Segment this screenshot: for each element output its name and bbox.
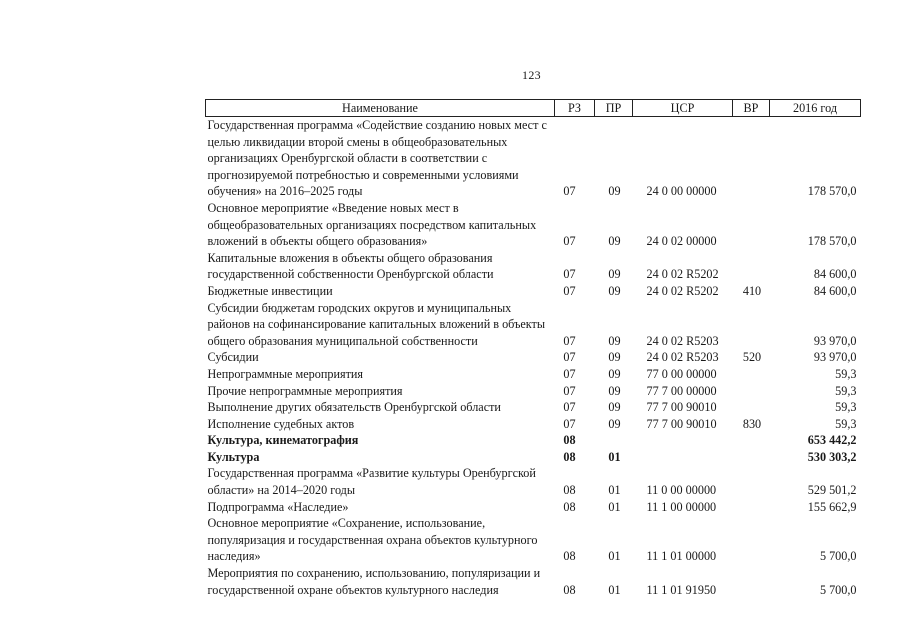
row-rz-code: 07 bbox=[563, 234, 576, 249]
row-vr-code bbox=[733, 366, 770, 383]
row-vr-code: 520 bbox=[742, 350, 762, 365]
table-row bbox=[206, 300, 861, 350]
row-csr-code: 11 1 00 00000 bbox=[646, 499, 717, 514]
row-name: Исполнение судебных актов bbox=[207, 416, 355, 431]
row-rz-code: 08 bbox=[563, 483, 576, 498]
table-row bbox=[206, 366, 861, 383]
row-csr-code: 11 0 00 00000 bbox=[646, 483, 717, 498]
row-name: Подпрограмма «Наследие» bbox=[207, 499, 349, 514]
table-row bbox=[206, 117, 861, 200]
row-rz-code: 07 bbox=[563, 366, 576, 381]
row-amount: 59,3 bbox=[835, 416, 857, 431]
row-pr-code: 09 bbox=[608, 267, 621, 282]
row-pr-code: 09 bbox=[608, 366, 621, 381]
header-vr: ВР bbox=[733, 100, 770, 117]
row-name: Культура, кинематография bbox=[207, 433, 359, 448]
row-vr-code bbox=[733, 465, 770, 498]
row-name: Прочие непрограммные мероприятия bbox=[207, 383, 403, 398]
row-name: Мероприятия по сохранению, использованию, популяризации и государственной охране объектов культурного наследия bbox=[207, 566, 541, 597]
row-csr-code bbox=[633, 432, 733, 449]
table-row bbox=[206, 499, 861, 516]
row-vr-code bbox=[733, 250, 770, 283]
budget-table bbox=[205, 99, 861, 598]
row-csr-code: 24 0 02 00000 bbox=[646, 234, 717, 249]
table-header bbox=[206, 100, 861, 117]
row-pr-code: 09 bbox=[608, 333, 621, 348]
table-row bbox=[206, 515, 861, 565]
row-rz-code: 07 bbox=[563, 400, 576, 415]
row-vr-code bbox=[733, 383, 770, 400]
row-amount: 653 442,2 bbox=[807, 433, 857, 448]
row-rz-code: 08 bbox=[563, 433, 576, 448]
row-name: Субсидии бюджетам городских округов и муниципальных районов на софинансирование капитальных вложений в объекты общего образования муниципальной собственности bbox=[207, 300, 546, 348]
row-pr-code: 01 bbox=[608, 549, 621, 564]
header-pr: ПР bbox=[595, 100, 633, 117]
row-name: Субсидии bbox=[207, 350, 259, 365]
header-name: Наименование bbox=[206, 100, 555, 117]
row-amount: 529 501,2 bbox=[807, 483, 857, 498]
row-pr-code bbox=[595, 432, 633, 449]
row-name: Основное мероприятие «Введение новых мест в общеобразовательных организациях посредством капитальных вложений в объекты общего образования» bbox=[207, 200, 537, 249]
header-csr: ЦСР bbox=[633, 100, 733, 117]
row-csr-code bbox=[633, 449, 733, 466]
row-csr-code: 24 0 02 R5202 bbox=[646, 267, 719, 282]
page-number: 123 bbox=[522, 68, 541, 82]
row-rz-code: 08 bbox=[563, 549, 576, 564]
row-csr-code: 24 0 00 00000 bbox=[646, 184, 717, 199]
table-row bbox=[206, 200, 861, 250]
row-rz-code: 08 bbox=[563, 499, 576, 514]
row-csr-code: 24 0 02 R5203 bbox=[646, 350, 719, 365]
table-row bbox=[206, 465, 861, 498]
row-pr-code: 09 bbox=[608, 283, 621, 298]
header-amount: 2016 год bbox=[770, 100, 861, 117]
table-row bbox=[206, 383, 861, 400]
row-vr-code bbox=[733, 432, 770, 449]
row-rz-code: 07 bbox=[563, 350, 576, 365]
table-row bbox=[206, 416, 861, 433]
row-amount: 5 700,0 bbox=[819, 582, 857, 597]
row-amount: 530 303,2 bbox=[807, 449, 857, 464]
row-rz-code: 07 bbox=[563, 283, 576, 298]
row-amount: 93 970,0 bbox=[813, 333, 857, 348]
row-vr-code bbox=[733, 499, 770, 516]
row-vr-code bbox=[733, 565, 770, 598]
row-csr-code: 77 0 00 00000 bbox=[646, 366, 717, 381]
row-pr-code: 09 bbox=[608, 234, 621, 249]
row-vr-code bbox=[733, 300, 770, 350]
row-rz-code: 08 bbox=[563, 582, 576, 597]
header-row bbox=[206, 100, 861, 117]
row-amount: 84 600,0 bbox=[813, 283, 857, 298]
row-pr-code: 01 bbox=[608, 483, 621, 498]
row-amount: 155 662,9 bbox=[807, 499, 857, 514]
row-vr-code bbox=[733, 449, 770, 466]
row-name: Государственная программа «Содействие созданию новых мест с целью ликвидации второй смены в общеобразовательных организациях Оренбургской области в соответствии с прогнозируемой потребностью и современными условиями обучения» на 2016–2025 годы bbox=[207, 118, 547, 199]
table-row bbox=[206, 250, 861, 283]
table-row bbox=[206, 349, 861, 366]
row-amount: 59,3 bbox=[835, 400, 857, 415]
row-amount: 84 600,0 bbox=[813, 267, 857, 282]
row-csr-code: 24 0 02 R5203 bbox=[646, 333, 719, 348]
table-row bbox=[206, 399, 861, 416]
row-name: Культура bbox=[207, 449, 260, 464]
row-rz-code: 07 bbox=[563, 267, 576, 282]
row-pr-code: 01 bbox=[608, 449, 621, 464]
row-pr-code: 01 bbox=[608, 582, 621, 597]
row-amount: 59,3 bbox=[835, 366, 857, 381]
row-name: Основное мероприятие «Сохранение, использование, популяризация и государственная охрана объектов культурного наследия» bbox=[207, 516, 538, 564]
row-pr-code: 09 bbox=[608, 350, 621, 365]
table-row bbox=[206, 432, 861, 449]
row-vr-code bbox=[733, 200, 770, 250]
row-pr-code: 09 bbox=[608, 383, 621, 398]
row-amount: 178 570,0 bbox=[807, 234, 857, 249]
row-name: Выполнение других обязательств Оренбургской области bbox=[207, 400, 501, 415]
row-name: Бюджетные инвестиции bbox=[207, 283, 333, 298]
row-pr-code: 01 bbox=[608, 499, 621, 514]
row-amount: 93 970,0 bbox=[813, 350, 857, 365]
row-csr-code: 11 1 01 91950 bbox=[646, 582, 717, 597]
row-csr-code: 77 7 00 90010 bbox=[646, 400, 717, 415]
row-name: Капитальные вложения в объекты общего образования государственной собственности Оренбургской области bbox=[207, 250, 494, 282]
row-pr-code: 09 bbox=[608, 400, 621, 415]
table-body bbox=[206, 117, 861, 599]
row-csr-code: 77 7 00 00000 bbox=[646, 383, 717, 398]
row-pr-code: 09 bbox=[608, 416, 621, 431]
row-vr-code bbox=[733, 515, 770, 565]
row-vr-code: 410 bbox=[742, 283, 762, 298]
row-amount: 5 700,0 bbox=[819, 549, 857, 564]
row-vr-code bbox=[733, 399, 770, 416]
header-rz: РЗ bbox=[555, 100, 595, 117]
row-rz-code: 07 bbox=[563, 184, 576, 199]
table-row bbox=[206, 449, 861, 466]
row-pr-code: 09 bbox=[608, 184, 621, 199]
row-csr-code: 77 7 00 90010 bbox=[646, 416, 717, 431]
row-rz-code: 08 bbox=[563, 449, 576, 464]
row-amount: 59,3 bbox=[835, 383, 857, 398]
table-row bbox=[206, 283, 861, 300]
table-row bbox=[206, 565, 861, 598]
row-vr-code bbox=[733, 117, 770, 200]
row-name: Непрограммные мероприятия bbox=[207, 366, 364, 381]
row-rz-code: 07 bbox=[563, 416, 576, 431]
row-rz-code: 07 bbox=[563, 333, 576, 348]
row-name: Государственная программа «Развитие культуры Оренбургской области» на 2014–2020 годы bbox=[207, 466, 536, 498]
row-csr-code: 11 1 01 00000 bbox=[646, 549, 717, 564]
row-amount: 178 570,0 bbox=[807, 184, 857, 199]
row-csr-code: 24 0 02 R5202 bbox=[646, 283, 719, 298]
row-rz-code: 07 bbox=[563, 383, 576, 398]
row-vr-code: 830 bbox=[742, 416, 762, 431]
